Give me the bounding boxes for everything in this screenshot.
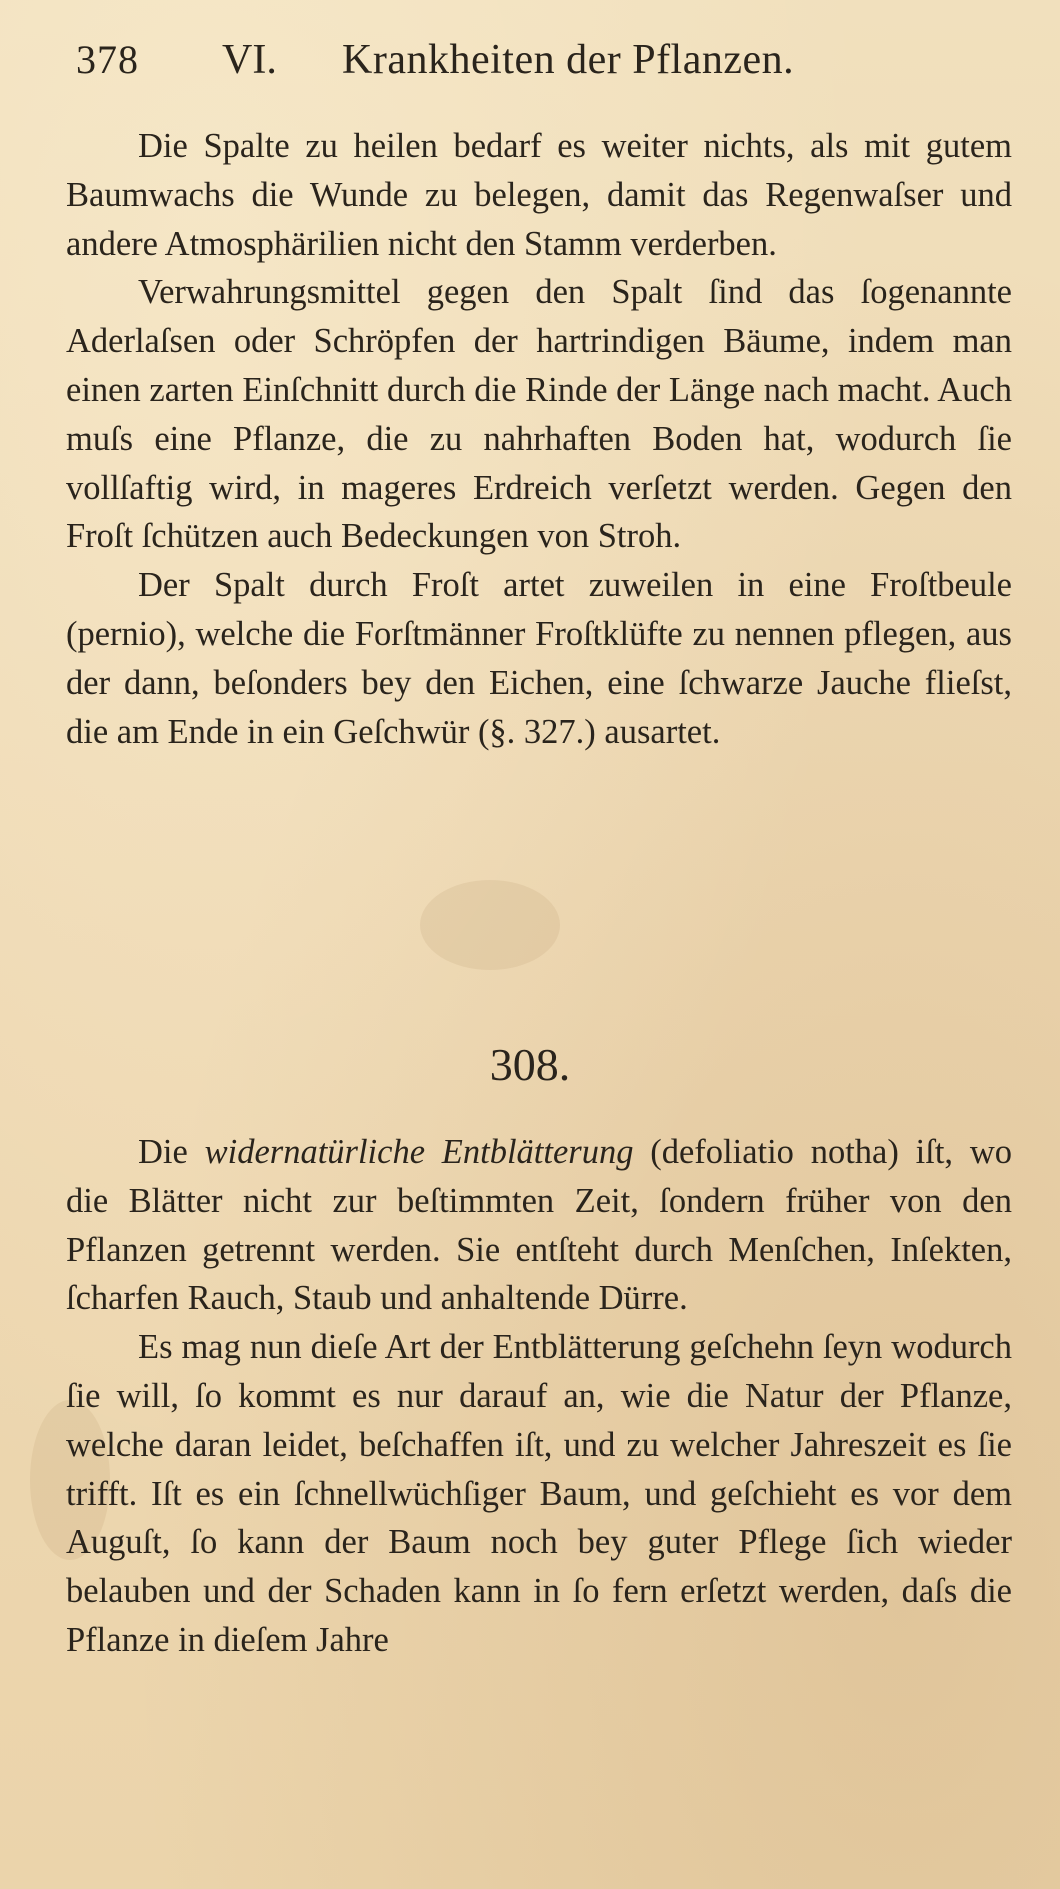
running-header — [76, 28, 956, 92]
text-block-bottom — [66, 1128, 1012, 1665]
italic-term: widernatürliche Entblätterung — [204, 1133, 634, 1171]
paragraph: Der Spalt durch Froſt artet zuweilen in eine Froſtbeule (pernio), welche die Forſtmänner Froſtklüfte zu nennen pflegen, aus der dann, beſonders bey den Eichen, eine ſchwarze Jauche flieſst, die am Ende in ein Geſchwür (§. 327.) ausartet. — [66, 566, 1012, 751]
paragraph: Es mag nun dieſe Art der Entblätterung geſchehn ſeyn wodurch ſie will, ſo kommt es nur darauf an, wie die Natur der Pflanze, welche daran leidet, beſchaffen iſt, und zu welcher Jahreszeit es ſie trifft. Iſt es ein ſchnellwüchſiger Baum, und geſchieht es vor dem Auguſt, ſo kann der Baum noch bey guter Pflege ſich wieder belauben und der Schaden kann in ſo fern erſetzt werden, daſs die Pflanze in dieſem Jahre — [66, 1328, 1012, 1659]
text-block-top — [66, 122, 1012, 756]
chapter-number: VI. — [222, 37, 277, 83]
chapter-title: Krankheiten der Pflanzen. — [342, 37, 795, 83]
paragraph — [66, 1128, 1012, 1323]
paragraph: Die Spalte zu heilen bedarf es weiter nichts, als mit gutem Baumwachs die Wunde zu belegen, damit das Regenwaſser und andere Atmosphärilien nicht den Stamm verderben. — [66, 127, 1012, 263]
paragraph-rest: (defoliatio notha) iſt, wo die Blätter nicht zur beſtimmten Zeit, ſondern früher von den Pflanzen getrennt werden. Sie entſteht durch Menſchen, Inſekten, ſcharfen Rauch, Staub und anhaltende Dürre. — [66, 1133, 1012, 1318]
page-number: 378 — [76, 37, 139, 82]
paragraph-lead: Die — [138, 1133, 205, 1171]
paragraph: Verwahrungsmittel gegen den Spalt ſind das ſogenannte Aderlaſsen oder Schröpfen der hartrindigen Bäume, indem man einen zarten Einſchnitt durch die Rinde der Länge nach macht. Auch muſs eine Pflanze, die zu nahrhaften Boden hat, wodurch ſie vollſaftig wird, in mageres Erdreich verſetzt werden. Gegen den Froſt ſchützen auch Bedeckungen von Stroh. — [66, 273, 1012, 556]
paper-stain — [420, 880, 560, 970]
section-number: 308. — [489, 1039, 571, 1090]
